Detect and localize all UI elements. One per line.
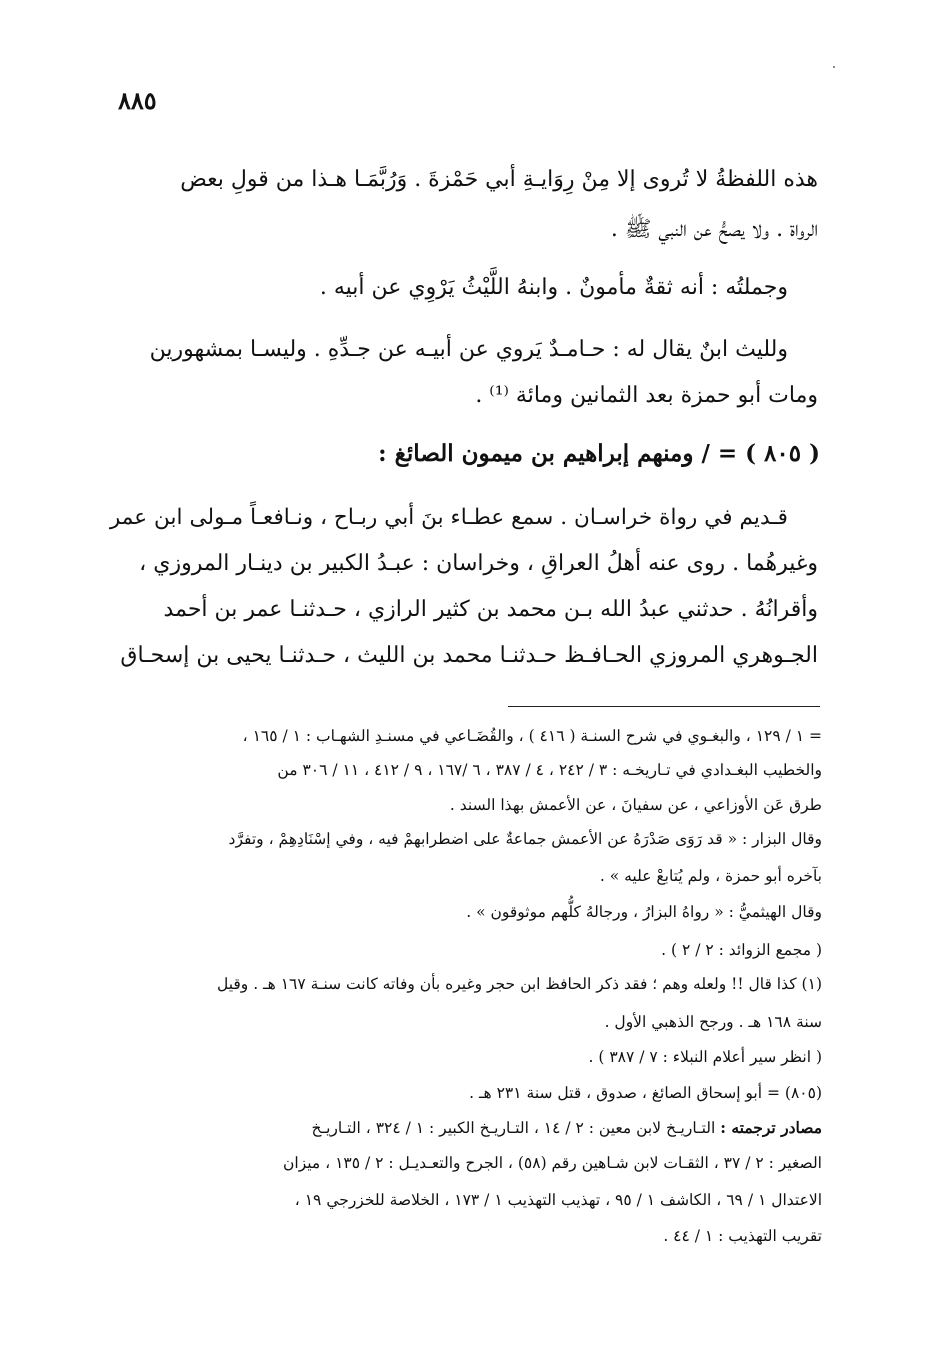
paragraph-line: الرواة . ولا يصحُّ عن النبي ﷺ .: [610, 217, 818, 242]
footnote-line: بآخره أبو حمزة ، ولم يُتابعْ عليه » .: [599, 867, 822, 885]
paragraph-line: قـديم في رواة خراسـان . سمع عطـاء بنَ أبي ربـاح ، ونـافعـاً مـولى ابن عمر: [109, 505, 788, 530]
paragraph-line: وغيرهُما . روى عنه أهلُ العراقِ ، وخراسان : عبـدُ الكبير بن دينـار المروزي ،: [139, 551, 818, 576]
paragraph-line: ولليث ابنٌ يقال له : حـامـدٌ يَروي عن أبيـه عن جـدِّهِ . وليسـا بمشهورين: [149, 337, 788, 362]
sources-line: [312, 1118, 822, 1138]
sources-line: تقريب التهذيب : ١ / ٤٤ .: [663, 1227, 822, 1245]
footnote-line: والخطيب البغـدادي في تـاريخـه : ٣ / ٢٤٢ ، ٤ / ٣٨٧ ، ٦ /١٦٧ ، ٩ / ٤١٢ ، ١١ / ٣٠٦ من: [277, 761, 822, 779]
sources-line: الاعتدال ١ / ٦٩ ، الكاشف ١ / ٩٥ ، تهذيب التهذيب ١ / ١٧٣ ، الخلاصة للخزرجي ١٩ ،: [294, 1191, 822, 1209]
footnote-1-line: ( انظر سير أعلام النبلاء : ٧ / ٣٨٧ ) .: [588, 1048, 822, 1066]
entry-heading: ( ٨٠٥ ) = / ومنهم إبراهيم بن ميمون الصائغ :: [378, 440, 820, 467]
footnote-line: = ١ / ١٢٩ ، والبغـوي في شرح السنـة ( ٤١٦ ) ، والقُضَـاعي في مسنـدِ الشهـاب : ١ / ١٦٥ ،: [242, 727, 822, 745]
paragraph-line: وأقرانُهُ . حدثني عبدُ الله بـن محمد بن كثير الرازي ، حـدثنـا عمر بن أحمد: [163, 597, 818, 622]
footnote-line: وقال الهيثميُّ : « رواهُ البزارُ ، ورجالهُ كلُّهم موثوقون » .: [466, 903, 822, 921]
footnote-separator: [508, 706, 820, 707]
scan-mark: [833, 66, 835, 68]
paragraph-line: هذه اللفظةُ لا تُروى إلا مِنْ رِوَايـةِ أبي حَمْزةَ . وَرُبَّمَـا هـذا من قولِ بعض: [180, 167, 818, 192]
page-number: ٨٨٥: [118, 86, 157, 115]
footnote-line: وقال البزار : « قد رَوَى صَدْرَهُ عن الأعمش جماعةٌ على اضطرابهمْ فيه ، وفي إسْنَادِهِمْ ، وتفرَّد: [228, 830, 822, 848]
paragraph-line: الجـوهري المروزي الحـافـظ حـدثنـا محمد بن الليث ، حـدثنـا يحيى بن إسحـاق: [120, 643, 818, 668]
sources-label: مصادر ترجمته :: [720, 1118, 822, 1137]
footnote-1-line: (١) كذا قال !! ولعله وهم ؛ فقد ذكر الحافظ ابن حجر وغيره بأن وفاته كانت سنـة ١٦٧ هـ . وقيل: [216, 975, 822, 993]
footnote-line: طرق عَن الأوزاعي ، عن سفيانَ ، عن الأعمش بهذا السند .: [449, 796, 822, 814]
footnote-line: ( مجمع الزوائد : ٢ / ٢ ) .: [661, 941, 822, 959]
paragraph-line: ومات أبو حمزة بعد الثمانين ومائة ⁽¹⁾ .: [475, 383, 818, 408]
sources-text: التـاريـخ لابن معين : ٢ / ١٤ ، التـاريـخ الكبير : ١ / ٣٢٤ ، التـاريـخ: [311, 1119, 721, 1137]
paragraph-line: وجملتُه : أنه ثقةٌ مأمونٌ . وابنهُ اللَّيْثُ يَرْوِي عن أبيه .: [319, 275, 788, 300]
footnote-805-line: (٨٠٥) = أبو إسحاق الصائغ ، صدوق ، قتل سنة ٢٣١ هـ .: [469, 1084, 822, 1102]
footnote-1-line: سنة ١٦٨ هـ . ورجح الذهبي الأول .: [604, 1013, 822, 1031]
sources-line: الصغير : ٢ / ٣٧ ، الثقـات لابن شـاهين رقم (٥٨) ، الجرح والتعـديـل : ٢ / ١٣٥ ، ميزان: [283, 1154, 822, 1172]
